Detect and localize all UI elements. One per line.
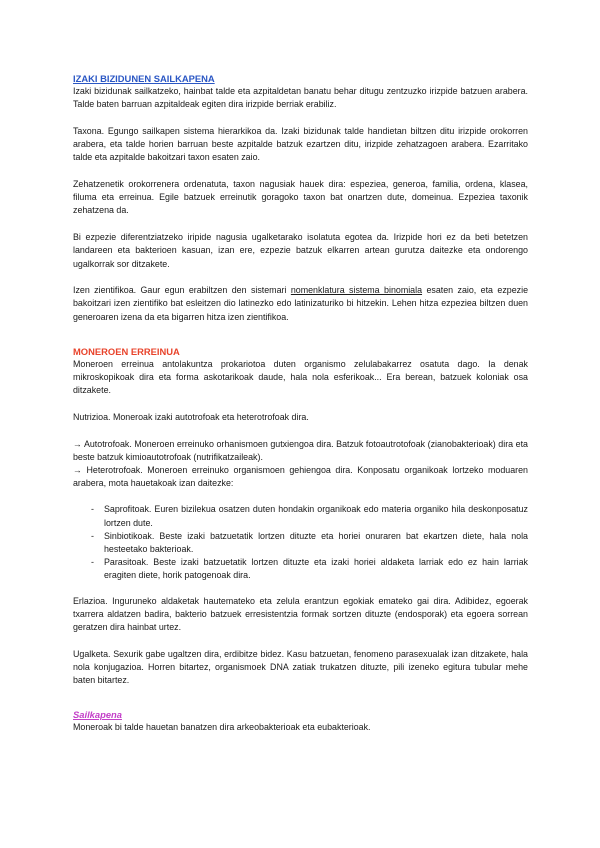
bullet-dash: - [91, 504, 94, 515]
moneroen-heading: MONEROEN ERREINUA [73, 345, 180, 357]
bi-ezpezie-paragraph: Bi ezpezie diferentziatzeko iripide nagusia ugalketarako isolatuta egotea da. Irizpide hori ez da beti betetzen landareen eta bakterioen kasuan, izan ere, ezpezie batzuk elkarren artean gurutza daitezke eta ondorengo ugalkorrak sor ditzakete. [73, 232, 528, 269]
heterotrofoak-line: → Heterotrofoak. Moneroen erreinuko organismoen gehiengoa dira. Konposatu organikoak lortzeko moduaren arabera, mota hauetakoak izan daitezke: [73, 465, 528, 489]
ugalketa-paragraph: Ugalketa. Sexurik gabe ugaltzen dira, erdibitze bidez. Kasu batzuetan, fenomeno parasexualak izan ditzakete, hala nola konjugazioa. Horren bitartez, organismoek DNA zatiak trukatzen dituzte, pili izeneko egitura tubular mehe baten bitartez. [73, 648, 528, 686]
sailkapena-paragraph: Moneroak bi talde hauetan banatzen dira arkeobakterioak eta eubakterioak. [73, 722, 371, 733]
list-item-text: Sinbiotikoak. Beste izaki batzuetatik lortzen dituzte eta horiei onuraren bat ekartzen diete, hala nola hesteetako bakterioak. [104, 530, 528, 555]
list-item [73, 503, 528, 529]
nutrition-type-list [73, 503, 528, 582]
erlazioa-paragraph: Erlazioa. Inguruneko aldaketak hautemateko eta zelula erantzun egokiak emateko gai dira. Adibidez, egoerak txarrera aldatzen badira, bakterio batzuek erresistentzia formak sortzen dituzte (endosporak) eta egoera sorrean geratzen dira hainbat urtez. [73, 595, 528, 633]
intro-paragraph: Izaki bizidunak sailkatzeko, hainbat talde eta azpitaldetan banatu behar ditugu zentzuzko irizpide batzuen arabera. Talde baten barruan azpitaldeak egiten dira irizpide berriak erabiliz. [73, 86, 528, 110]
bullet-dash: - [91, 530, 94, 541]
sailkapena-heading: Sailkapena [73, 709, 122, 721]
autotrofoak-line: → Autotrofoak. Moneroen erreinuko orhanismoen gutxiengoa dira. Batzuk fotoautrotofoak (zianobakterioak) dira eta beste batzuk kimioautotrofoak (nutrifikatzaileak). [73, 438, 528, 462]
nutrizioa-paragraph: Nutrizioa. Moneroak izaki autotrofoak eta heterotrofoak dira. [73, 411, 309, 422]
bullet-dash: - [91, 557, 94, 568]
zehatzenetik-paragraph: Zehatzenetik orokorrenera ordenatuta, taxon nagusiak hauek dira: espeziea, generoa, familia, ordena, klasea, filuma eta erreinua. Egile batzuek erreinutik goragoko taxon bat onartzen dute, domeinua. Ezpeziea taxonik zehatzena da. [73, 179, 528, 216]
izen-zientifikoa-paragraph [73, 284, 528, 324]
list-item-text: Parasitoak. Beste izaki batzuetatik lortzen dituzte eta izaki horiei aldaketa larriak edo ez hain larriak eragiten diete, horik patogenoak dira. [104, 557, 528, 581]
izen-text-before: Izen zientifikoa. Gaur egun erabiltzen den sistemari [73, 285, 291, 296]
taxona-paragraph: Taxona. Egungo sailkapen sistema hierarkikoa da. Izaki bizidunak talde handietan biltzen ditu irizpide orokorren arabera, eta talde horien barruan beste azpitalde batzuk ezartzen ditu, irizpide zehatzagoen arabera. Ezarritako talde eta azpitalde bakoitzari taxon esaten zaio. [73, 125, 528, 163]
nomenklatura-link[interactable]: nomenklatura sistema binomiala [290, 285, 423, 296]
document-page [73, 72, 528, 748]
list-item [73, 530, 528, 556]
list-item [73, 556, 528, 582]
moneroen-intro-paragraph: Moneroen erreinua antolakuntza prokariotoa duten organismo zelulabakarrez osatuta dago. Ia denak mikroskopikoak dira eta forma askotarikoak daude, hala nola esferikoak... Era berean, batzuek koloniak osa ditzakete. [73, 358, 528, 396]
page-title: IZAKI BIZIDUNEN SAILKAPENA [73, 73, 215, 84]
list-item-text: Saprofitoak. Euren bizilekua osatzen duten hondakin organikoak edo materia organiko hila deskonposatuz lortzen dute. [104, 504, 528, 528]
izen-text-after: esaten zaio, eta ezpezie bakoitzari izen zientifiko bat esleitzen dio latinezko edo latinizaturiko bi hitzekin. Lehen hitza ezpeziea biltzen duen generoaren izena da eta bigarren hitza izen zientifikoa. [73, 285, 528, 322]
